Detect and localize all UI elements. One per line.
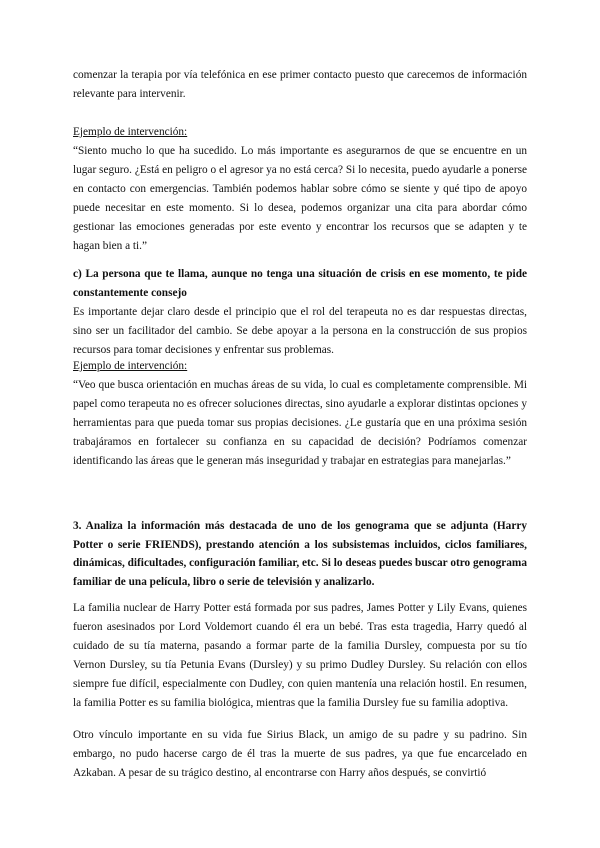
- intervention-example-1: [73, 123, 527, 256]
- intervention-example-2: [73, 357, 527, 471]
- example-quote: “Veo que busca orientación en muchas áreas de su vida, lo cual es completamente comprensible. Mi papel como terapeuta no es ofrecer soluciones directas, sino ayudarle a explorar distintas opciones y herramientas para que pueda tomar sus propias decisiones. ¿Le gustaría que en una próxima sesión trabajáramos en fortalecer su confianza en su capacidad de decisión? Podríamos comenzar identificando las áreas que le generan más inseguridad y trabajar en estrategias para manejarlas.”: [73, 379, 527, 467]
- harry-potter-family-paragraph: La familia nuclear de Harry Potter está formada por sus padres, James Potter y Lily Evans, quienes fueron asesinados por Lord Voldemort cuando él era un bebé. Tras esta tragedia, Harry quedó al cuidado de su tía materna, pasando a formar parte de la familia Dursley, compuesta por su tío Vernon Dursley, su tía Petunia Evans (Dursley) y su primo Dudley Dursley. Su relación con ellos siempre fue difícil, especialmente con Dudley, con quien mantenía una relación hostil. En resumen, la familia Potter es su familia biológica, mientras que la familia Dursley fue su familia adoptiva.: [73, 602, 527, 709]
- example-label: Ejemplo de intervención:: [73, 360, 188, 372]
- sirius-black-paragraph: Otro vínculo importante en su vida fue Sirius Black, un amigo de su padre y su padrino. Sin embargo, no pudo hacerse cargo de él tras la muerte de sus padres, ya que fue encarcelado en Azkaban. A pesar de su trágico destino, al encontrarse con Harry años después, se convirtió: [73, 729, 527, 779]
- example-label: Ejemplo de intervención:: [73, 126, 188, 138]
- intro-paragraph: comenzar la terapia por vía telefónica en ese primer contacto puesto que carecemos de información relevante para intervenir.: [73, 69, 527, 100]
- section-c: [73, 265, 527, 360]
- section-c-body: Es importante dejar claro desde el principio que el rol del terapeuta no es dar respuestas directas, sino ser un facilitador del cambio. Se debe apoyar a la persona en la construcción de sus propios recursos para tomar decisiones y enfrentar sus problemas.: [73, 306, 527, 356]
- section-c-heading: c) La persona que te llama, aunque no tenga una situación de crisis en ese momento, te pide constantemente consejo: [73, 268, 527, 299]
- question-3-heading: 3. Analiza la información más destacada de uno de los genograma que se adjunta (Harry Potter o serie FRIENDS), prestando atención a los subsistemas incluidos, ciclos familiares, dinámicas, dificultades, configuración familiar, etc. Si lo deseas puedes buscar otro genograma familiar de una película, libro o serie de televisión y analizarlo.: [73, 520, 527, 588]
- example-quote: “Siento mucho lo que ha sucedido. Lo más importante es asegurarnos de que se encuentre en un lugar seguro. ¿Está en peligro o el agresor ya no está cerca? Si lo necesita, puedo ayudarle a ponerse en contacto con emergencias. También podemos hablar sobre cómo se siente y qué tipo de apoyo puede necesitar en este momento. Si lo desea, podemos organizar una cita para abordar cómo gestionar las emociones generadas por este evento y encontrar los recursos que se adapten y te hagan bien a ti.”: [73, 145, 527, 252]
